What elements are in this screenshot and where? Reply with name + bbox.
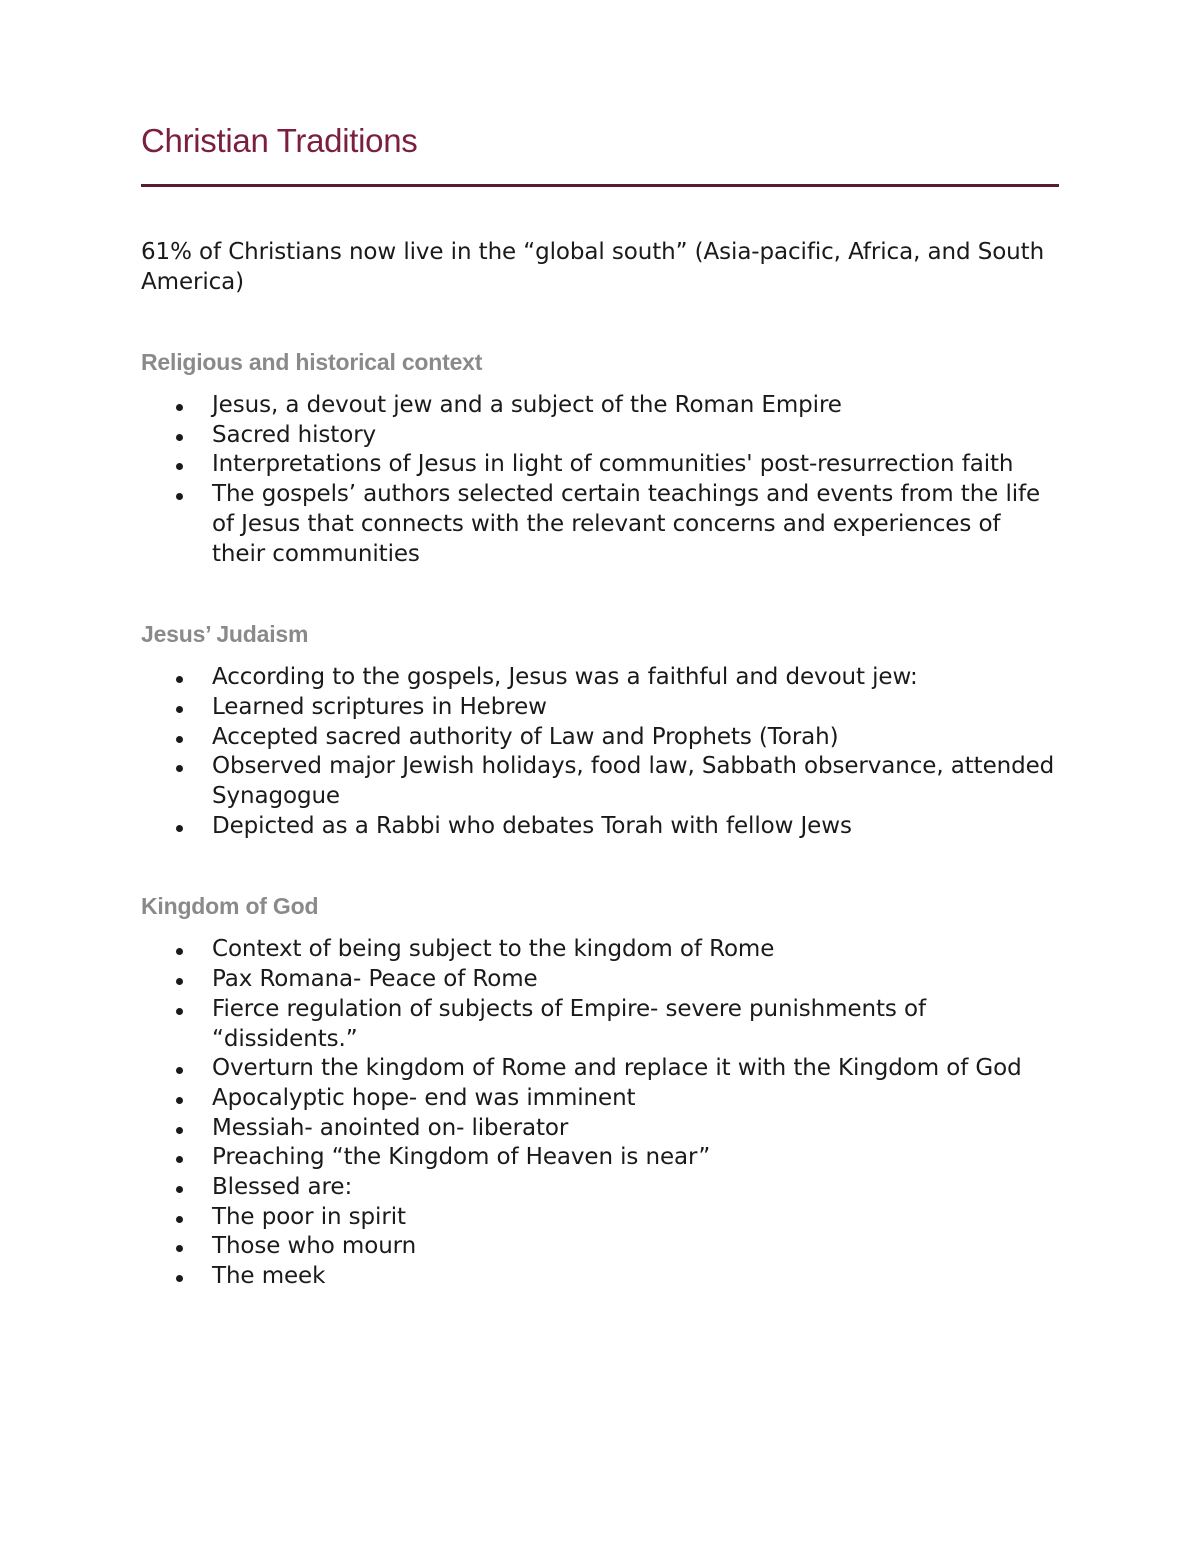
list-item-text: Learned scriptures in Hebrew [212, 693, 547, 720]
list-item-text: Depicted as a Rabbi who debates Torah with fellow Jews [212, 812, 852, 839]
list-item-text: The meek [212, 1263, 326, 1290]
list-item [141, 1262, 1059, 1292]
bullet-list [141, 391, 1059, 569]
section-kingdom-of-god [141, 891, 1059, 1291]
bullet-icon [176, 1245, 183, 1252]
section-religious-context [141, 347, 1059, 569]
section-jesus-judaism [141, 619, 1059, 841]
list-item-text: Blessed are: [212, 1174, 353, 1201]
list-item [141, 1054, 1059, 1084]
list-item-text: Pax Romana- Peace of Rome [212, 966, 538, 993]
list-item-text: Overturn the kingdom of Rome and replace it with the Kingdom of God [212, 1055, 1022, 1082]
list-item-text: Observed major Jewish holidays, food law, Sabbath observance, attended Synagogue [212, 753, 1055, 810]
bullet-icon [176, 1127, 183, 1134]
list-item-text: Sacred history [212, 421, 377, 448]
list-item [141, 1114, 1059, 1144]
bullet-icon [176, 404, 183, 411]
bullet-icon [176, 1275, 183, 1282]
list-item-text: The poor in spirit [212, 1203, 406, 1230]
bullet-icon [176, 1008, 183, 1015]
list-item-text: Those who mourn [212, 1233, 417, 1260]
bullet-icon [176, 1216, 183, 1223]
list-item-text: Preaching “the Kingdom of Heaven is near” [212, 1144, 711, 1171]
list-item [141, 421, 1059, 451]
document-page [141, 118, 1059, 1292]
document-title: Christian Traditions [141, 122, 418, 159]
bullet-icon [176, 765, 183, 772]
list-item-text: Jesus, a devout jew and a subject of the Roman Empire [212, 392, 842, 418]
bullet-icon [176, 948, 183, 955]
bullet-icon [176, 978, 183, 985]
list-item-text: Interpretations of Jesus in light of communities' post-resurrection faith [212, 451, 1014, 478]
list-item [141, 752, 1059, 811]
bullet-icon [176, 736, 183, 743]
section-heading: Religious and historical context [141, 349, 483, 375]
list-item [141, 965, 1059, 995]
list-item-text: Apocalyptic hope- end was imminent [212, 1084, 636, 1111]
section-heading: Jesus’ Judaism [141, 621, 309, 648]
list-item [141, 1084, 1059, 1114]
list-item [141, 1232, 1059, 1262]
list-item [141, 995, 1059, 1054]
list-item-text: The gospels’ authors selected certain teachings and events from the life of Jesus that connects with the relevant concerns and experiences of their communities [212, 481, 1041, 567]
list-item [141, 1173, 1059, 1203]
bullet-icon [176, 1067, 183, 1074]
bullet-icon [176, 706, 183, 713]
bullet-icon [176, 676, 183, 683]
intro-paragraph: 61% of Christians now live in the “global south” (Asia-pacific, Africa, and South America) [141, 239, 1045, 295]
bullet-icon [176, 434, 183, 441]
list-item [141, 723, 1059, 753]
bullet-list [141, 935, 1059, 1291]
list-item [141, 391, 1059, 421]
list-item-text: Context of being subject to the kingdom of Rome [212, 936, 775, 963]
list-item [141, 450, 1059, 480]
list-item-text: According to the gospels, Jesus was a faithful and devout jew: [212, 664, 918, 691]
bullet-icon [176, 1186, 183, 1193]
bullet-icon [176, 825, 183, 832]
list-item-text: Fierce regulation of subjects of Empire- severe punishments of “dissidents.” [212, 995, 926, 1052]
bullet-icon [176, 1156, 183, 1163]
bullet-list [141, 663, 1059, 841]
bullet-icon [176, 463, 183, 470]
list-item [141, 693, 1059, 723]
list-item [141, 480, 1059, 569]
bullet-icon [176, 493, 183, 500]
list-item-text: Messiah- anointed on- liberator [212, 1114, 569, 1141]
list-item [141, 935, 1059, 965]
list-item [141, 1203, 1059, 1233]
section-heading: Kingdom of God [141, 893, 319, 920]
title-divider [141, 184, 1059, 187]
list-item [141, 663, 1059, 693]
list-item-text: Accepted sacred authority of Law and Prophets (Torah) [212, 723, 839, 750]
list-item [141, 1143, 1059, 1173]
bullet-icon [176, 1097, 183, 1104]
list-item [141, 812, 1059, 842]
